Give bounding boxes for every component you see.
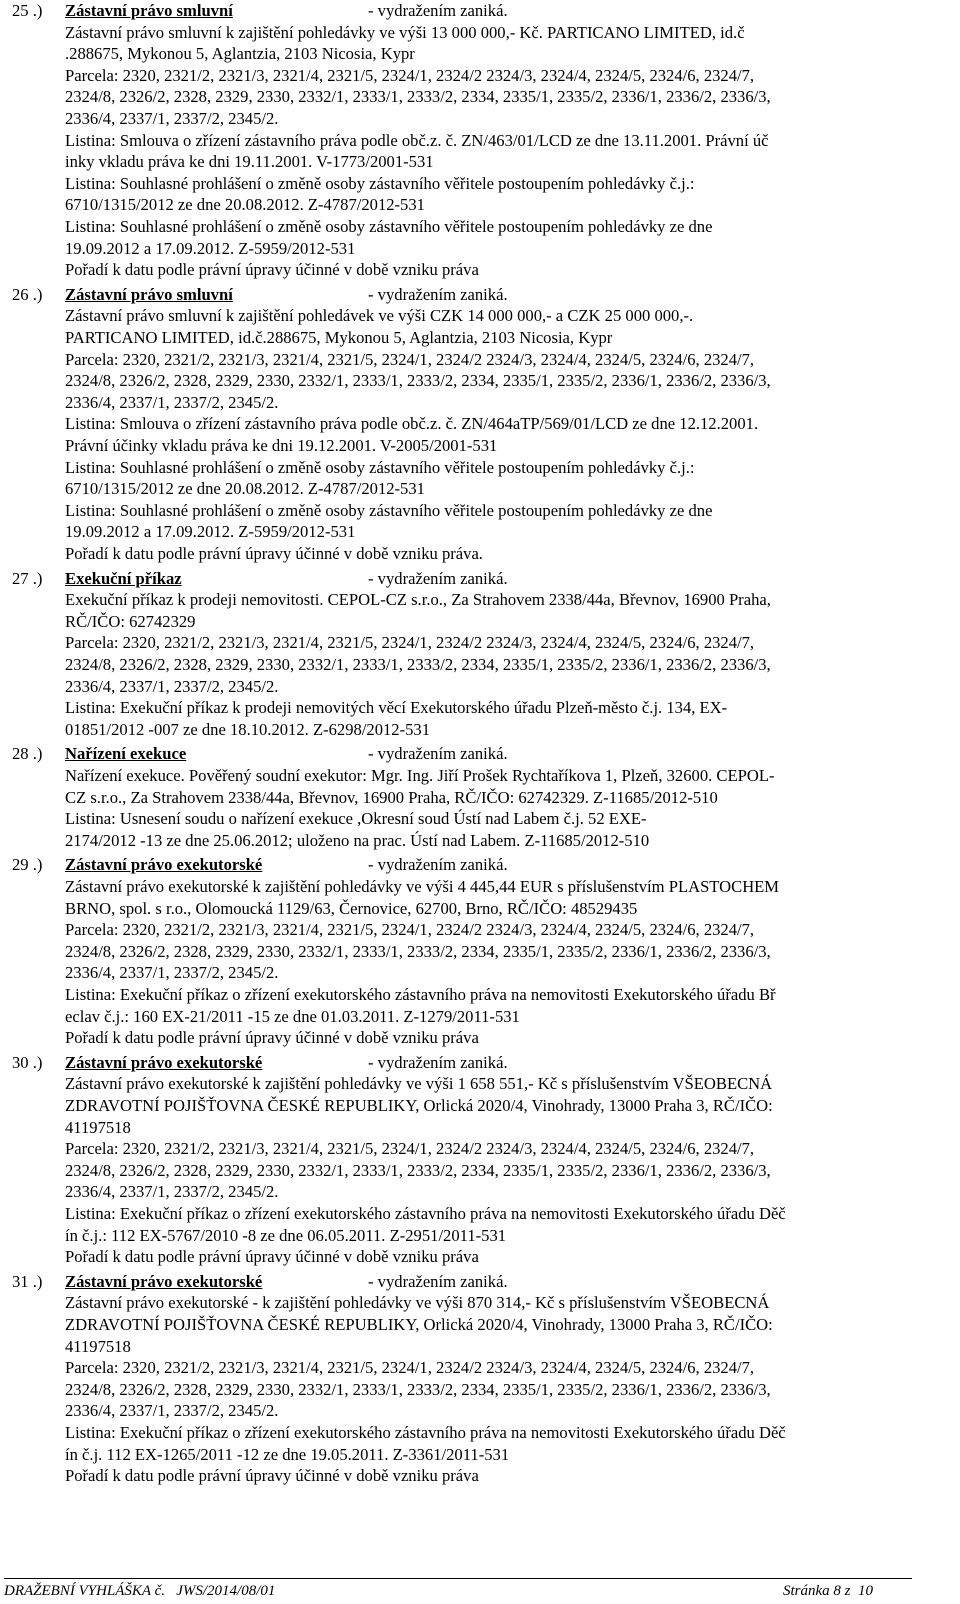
entry-text-line: Listina: Souhlasné prohlášení o změně osoby zástavního věřitele postoupením pohledávky ze dne: [65, 500, 713, 520]
entry-text-line: 2174/2012 -13 ze dne 25.06.2012; uloženo na prac. Ústí nad Labem. Z-11685/2012-510: [65, 830, 650, 850]
entry-status: - vydražením zaniká.: [368, 1, 508, 20]
entry-text-line: ZDRAVOTNÍ POJIŠŤOVNA ČESKÉ REPUBLIKY, Orlická 2020/4, Vinohrady, 13000 Praha 3, RČ/IČO:: [65, 1095, 773, 1115]
entry-type: Zástavní právo smluvní: [65, 1, 233, 20]
entry-30: [0, 1052, 960, 1268]
entry-heading: [65, 0, 685, 22]
entry-body: [65, 22, 925, 281]
entry-status: - vydražením zaniká.: [368, 568, 508, 588]
entry-28: [0, 743, 960, 851]
entry-25: [0, 0, 960, 281]
entry-text-line: eclav č.j.: 160 EX-21/2011 -15 ze dne 01.03.2011. Z-1279/2011-531: [65, 1006, 520, 1026]
entry-text-line: Právní účinky vkladu práva ke dni 19.12.2001. V-2005/2001-531: [65, 435, 498, 455]
entry-text-line: 6710/1315/2012 ze dne 20.08.2012. Z-4787/2012-531: [65, 479, 425, 499]
entry-number: 28 .): [12, 744, 43, 764]
entry-text-line: Listina: Exekuční příkaz o zřízení exekutorského zástavního práva na nemovitosti Exekutorského úřadu Bř: [65, 984, 776, 1004]
entry-text-line: Parcela: 2320, 2321/2, 2321/3, 2321/4, 2321/5, 2324/1, 2324/2 2324/3, 2324/4, 2324/5, 2324/6, 2324/7,: [65, 920, 755, 940]
entry-text-line: ín č.j. 112 EX-1265/2011 -12 ze dne 19.05.2011. Z-3361/2011-531: [65, 1444, 510, 1464]
entry-number: 31 .): [12, 1271, 43, 1291]
entry-text-line: 19.09.2012 a 17.09.2012. Z-5959/2012-531: [65, 238, 356, 258]
entry-text-line: ZDRAVOTNÍ POJIŠŤOVNA ČESKÉ REPUBLIKY, Orlická 2020/4, Vinohrady, 13000 Praha 3, RČ/IČO:: [65, 1314, 773, 1334]
entry-text-line: 2324/8, 2326/2, 2328, 2329, 2330, 2332/1, 2333/1, 2333/2, 2334, 2335/1, 2335/2, 2336/1, 2336/2, 2336/3,: [65, 654, 771, 674]
entry-heading: [65, 568, 685, 590]
entry-text-line: Pořadí k datu podle právní úpravy účinné v době vzniku práva: [65, 1028, 479, 1048]
entry-text-line: Listina: Smlouva o zřízení zástavního práva podle obč.z. č. ZN/464aTP/569/01/LCD ze dne 12.12.2001.: [65, 414, 759, 434]
entry-text-line: Zástavní právo exekutorské k zajištění pohledávky ve výši 1 658 551,- Kč s příslušenstvím VŠEOBECNÁ: [65, 1074, 773, 1094]
entry-text-line: Pořadí k datu podle právní úpravy účinné v době vzniku práva: [65, 260, 479, 280]
entry-number: 26 .): [12, 284, 43, 304]
entry-body: [65, 305, 925, 564]
entry-number: 30 .): [12, 1052, 43, 1072]
entry-text-line: 19.09.2012 a 17.09.2012. Z-5959/2012-531: [65, 522, 356, 542]
entry-text-line: Pořadí k datu podle právní úpravy účinné v době vzniku práva.: [65, 543, 483, 563]
entry-text-line: 2324/8, 2326/2, 2328, 2329, 2330, 2332/1, 2333/1, 2333/2, 2334, 2335/1, 2335/2, 2336/1, 2336/2, 2336/3,: [65, 941, 771, 961]
entry-text-line: Listina: Usnesení soudu o nařízení exekuce ,Okresní soud Ústí nad Labem č.j. 52 EXE-: [65, 809, 647, 829]
entry-body: [65, 765, 925, 851]
entry-text-line: 6710/1315/2012 ze dne 20.08.2012. Z-4787/2012-531: [65, 195, 425, 215]
entry-text-line: 2324/8, 2326/2, 2328, 2329, 2330, 2332/1, 2333/1, 2333/2, 2334, 2335/1, 2335/2, 2336/1, 2336/2, 2336/3,: [65, 1379, 771, 1399]
entry-text-line: Listina: Smlouva o zřízení zástavního práva podle obč.z. č. ZN/463/01/LCD ze dne 13.11.2001. Právní úč: [65, 130, 769, 150]
entry-body: [65, 1073, 925, 1267]
entry-type: Zástavní právo smluvní: [65, 284, 233, 304]
entry-text-line: Parcela: 2320, 2321/2, 2321/3, 2321/4, 2321/5, 2324/1, 2324/2 2324/3, 2324/4, 2324/5, 2324/6, 2324/7,: [65, 633, 755, 653]
entry-text-line: 2324/8, 2326/2, 2328, 2329, 2330, 2332/1, 2333/1, 2333/2, 2334, 2335/1, 2335/2, 2336/1, 2336/2, 2336/3,: [65, 87, 771, 107]
entry-26: [0, 284, 960, 565]
entry-text-line: Listina: Exekuční příkaz o zřízení exekutorského zástavního práva na nemovitosti Exekutorského úřadu Děč: [65, 1203, 786, 1223]
entry-text-line: CZ s.r.o., Za Strahovem 2338/44a, Břevnov, 16900 Praha, RČ/IČO: 62742329. Z-11685/2012-510: [65, 787, 718, 807]
entry-heading: [65, 743, 685, 765]
entry-type: Zástavní právo exekutorské: [65, 1271, 263, 1291]
entry-status: - vydražením zaniká.: [368, 855, 508, 875]
entry-27: [0, 568, 960, 741]
footer-divider: [4, 1578, 912, 1579]
entry-text-line: 2324/8, 2326/2, 2328, 2329, 2330, 2332/1, 2333/1, 2333/2, 2334, 2335/1, 2335/2, 2336/1, 2336/2, 2336/3,: [65, 371, 771, 391]
entry-body: [65, 876, 925, 1049]
entry-text-line: 2336/4, 2337/1, 2337/2, 2345/2.: [65, 392, 279, 412]
entry-status: - vydražením zaniká.: [368, 744, 508, 764]
entry-text-line: Parcela: 2320, 2321/2, 2321/3, 2321/4, 2321/5, 2324/1, 2324/2 2324/3, 2324/4, 2324/5, 2324/6, 2324/7,: [65, 349, 755, 369]
entry-text-line: BRNO, spol. s r.o., Olomoucká 1129/63, Černovice, 62700, Brno, RČ/IČO: 48529435: [65, 898, 638, 918]
entry-number: 27 .): [12, 568, 43, 588]
entry-body: [65, 589, 925, 740]
entry-text-line: 2336/4, 2337/1, 2337/2, 2345/2.: [65, 1182, 279, 1202]
entry-text-line: 2336/4, 2337/1, 2337/2, 2345/2.: [65, 676, 279, 696]
entry-text-line: Listina: Exekuční příkaz o zřízení exekutorského zástavního práva na nemovitosti Exekutorského úřadu Děč: [65, 1422, 786, 1442]
entry-heading: [65, 854, 685, 876]
entry-text-line: Zástavní právo exekutorské - k zajištění pohledávky ve výši 870 314,- Kč s příslušenstvím VŠEOBECNÁ: [65, 1293, 770, 1313]
entry-status: - vydražením zaniká.: [368, 1271, 508, 1291]
entry-text-line: PARTICANO LIMITED, id.č.288675, Mykonou 5, Aglantzia, 2103 Nicosia, Kypr: [65, 327, 613, 347]
entry-text-line: 2336/4, 2337/1, 2337/2, 2345/2.: [65, 108, 279, 128]
entry-text-line: Parcela: 2320, 2321/2, 2321/3, 2321/4, 2321/5, 2324/1, 2324/2 2324/3, 2324/4, 2324/5, 2324/6, 2324/7,: [65, 1358, 755, 1378]
entry-text-line: Zástavní právo smluvní k zajištění pohledávek ve výši CZK 14 000 000,- a CZK 25 000 000,-.: [65, 306, 694, 326]
entry-text-line: Pořadí k datu podle právní úpravy účinné v době vzniku práva: [65, 1466, 479, 1486]
entry-text-line: Listina: Souhlasné prohlášení o změně osoby zástavního věřitele postoupením pohledávky č.j.:: [65, 457, 695, 477]
entry-type: Exekuční příkaz: [65, 568, 182, 588]
entry-status: - vydražením zaniká.: [368, 284, 508, 304]
entry-text-line: Nařízení exekuce. Pověřený soudní exekutor: Mgr. Ing. Jiří Prošek Rychtaříkova 1, Plzeň, 32600. CEPOL-: [65, 765, 775, 785]
entry-text-line: 2324/8, 2326/2, 2328, 2329, 2330, 2332/1, 2333/1, 2333/2, 2334, 2335/1, 2335/2, 2336/1, 2336/2, 2336/3,: [65, 1160, 771, 1180]
entry-text-line: Pořadí k datu podle právní úpravy účinné v době vzniku práva: [65, 1247, 479, 1267]
entry-text-line: 2336/4, 2337/1, 2337/2, 2345/2.: [65, 1401, 279, 1421]
entry-text-line: ín č.j.: 112 EX-5767/2010 -8 ze dne 06.05.2011. Z-2951/2011-531: [65, 1225, 507, 1245]
entry-number: 25 .): [12, 1, 43, 20]
entry-text-line: Parcela: 2320, 2321/2, 2321/3, 2321/4, 2321/5, 2324/1, 2324/2 2324/3, 2324/4, 2324/5, 2324/6, 2324/7,: [65, 1139, 755, 1159]
entry-text-line: 01851/2012 -007 ze dne 18.10.2012. Z-6298/2012-531: [65, 719, 431, 739]
entry-text-line: Zástavní právo smluvní k zajištění pohledávky ve výši 13 000 000,- Kč. PARTICANO LIMITED, id.č: [65, 22, 745, 42]
entry-text-line: Zástavní právo exekutorské k zajištění pohledávky ve výši 4 445,44 EUR s příslušenstvím PLASTOCHEM: [65, 876, 780, 896]
footer-page-number: Stránka 8 z 10: [783, 1583, 873, 1599]
entry-text-line: .288675, Mykonou 5, Aglantzia, 2103 Nicosia, Kypr: [65, 44, 415, 64]
entry-31: [0, 1271, 960, 1487]
entry-text-line: Exekuční příkaz k prodeji nemovitosti. CEPOL-CZ s.r.o., Za Strahovem 2338/44a, Břevnov, 16900 Praha,: [65, 590, 771, 610]
entry-body: [65, 1292, 925, 1486]
entry-type: Zástavní právo exekutorské: [65, 1052, 263, 1072]
entry-text-line: Listina: Exekuční příkaz k prodeji nemovitých věcí Exekutorského úřadu Plzeň-město č.j. 134, EX-: [65, 698, 728, 718]
entry-text-line: RČ/IČO: 62742329: [65, 611, 196, 631]
entry-29: [0, 854, 960, 1048]
entry-text-line: 2336/4, 2337/1, 2337/2, 2345/2.: [65, 963, 279, 983]
entry-text-line: 41197518: [65, 1117, 131, 1137]
entry-text-line: Parcela: 2320, 2321/2, 2321/3, 2321/4, 2321/5, 2324/1, 2324/2 2324/3, 2324/4, 2324/5, 2324/6, 2324/7,: [65, 65, 755, 85]
entry-status: - vydražením zaniká.: [368, 1052, 508, 1072]
entry-heading: [65, 1052, 685, 1074]
entry-type: Nařízení exekuce: [65, 744, 187, 764]
entry-text-line: Listina: Souhlasné prohlášení o změně osoby zástavního věřitele postoupením pohledávky ze dne: [65, 216, 713, 236]
entry-type: Zástavní právo exekutorské: [65, 855, 263, 875]
footer-document-id: DRAŽEBNÍ VYHLÁŠKA č. JWS/2014/08/01: [4, 1583, 276, 1599]
entry-heading: [65, 1271, 685, 1293]
entry-heading: [65, 284, 685, 306]
page-footer: [0, 1581, 960, 1601]
entry-text-line: 41197518: [65, 1336, 131, 1356]
entry-text-line: inky vkladu práva ke dni 19.11.2001. V-1773/2001-531: [65, 152, 434, 172]
entry-number: 29 .): [12, 855, 43, 875]
entry-text-line: Listina: Souhlasné prohlášení o změně osoby zástavního věřitele postoupením pohledávky č.j.:: [65, 173, 695, 193]
